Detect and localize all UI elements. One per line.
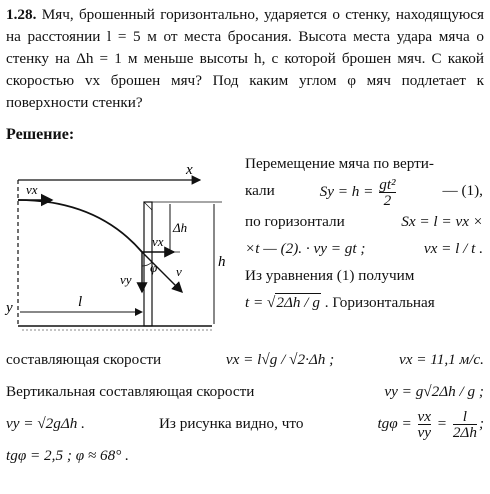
phi-label: φ: [150, 260, 158, 275]
vx-top-label: vx: [26, 182, 38, 197]
projectile-figure: [2, 160, 238, 336]
x-axis-label: x: [186, 162, 193, 178]
v-label: v: [176, 264, 182, 279]
h-label: h: [218, 254, 226, 270]
solution-column: [245, 150, 483, 316]
full-line-8: Вертикальная составляющая скорости vy = g√2Δh / g ;: [6, 383, 484, 400]
col-line-2: кали Sy = h = $\frac{\text{gt²}}{2}$ — (1),: [245, 176, 483, 209]
trajectory-curve: [18, 200, 142, 252]
col-line-5: Из уравнения (1) получим: [245, 267, 415, 284]
full-line-10: tgφ = 2,5 ; φ ≈ 68° .: [6, 447, 129, 465]
col-line-6: t = √2Δh / g . Горизонтальная: [245, 294, 435, 311]
problem-statement: [6, 4, 484, 114]
col-line-1: Перемещение мяча по верти-: [245, 155, 434, 172]
solution-continued: [6, 344, 484, 472]
vx-wall-label: vx: [152, 234, 164, 249]
full-line-7: составляющая скорости vx = l√g / √2·Δh ; vx = 11,1 м/с.: [6, 351, 484, 368]
col-line-4: ×t — (2). · vy = gt ; vx = l / t .: [245, 240, 483, 257]
col-line-3: по горизонтали Sx = l = vx ×: [245, 213, 483, 230]
solution-heading: Решение:: [6, 126, 75, 143]
full-line-9: vy = √2gΔh . Из рисунка видно, что tgφ = $\frac{vx}{vy}$ = $\frac{l}{2\Delta h}$ ;: [6, 408, 484, 442]
l-label: l: [78, 294, 83, 310]
y-axis-label: y: [6, 300, 13, 316]
problem-text: Мяч, брошенный горизонтально, ударяется о стенку, находящуюся на расстоянии l = 5 м от места бросания. Высота места удара мяча о стенку на Δh = 1 м меньше высоты h, с которой брошен мяч. С какой скоростью vx брошен мяч? Под каким углом φ мяч подлетает к поверхности стенки?: [6, 6, 484, 111]
fraction-vx-vy: $\frac{vx}{vy}$: [417, 408, 431, 442]
dh-label: Δh: [173, 220, 188, 235]
fraction-gt2: $\frac{\text{gt²}}{2}$: [379, 176, 396, 209]
vy-label: vy: [120, 272, 132, 287]
problem-number: 1.28.: [6, 6, 37, 23]
fraction-l-2dh: $\frac{l}{2\Delta h}$: [452, 408, 477, 442]
